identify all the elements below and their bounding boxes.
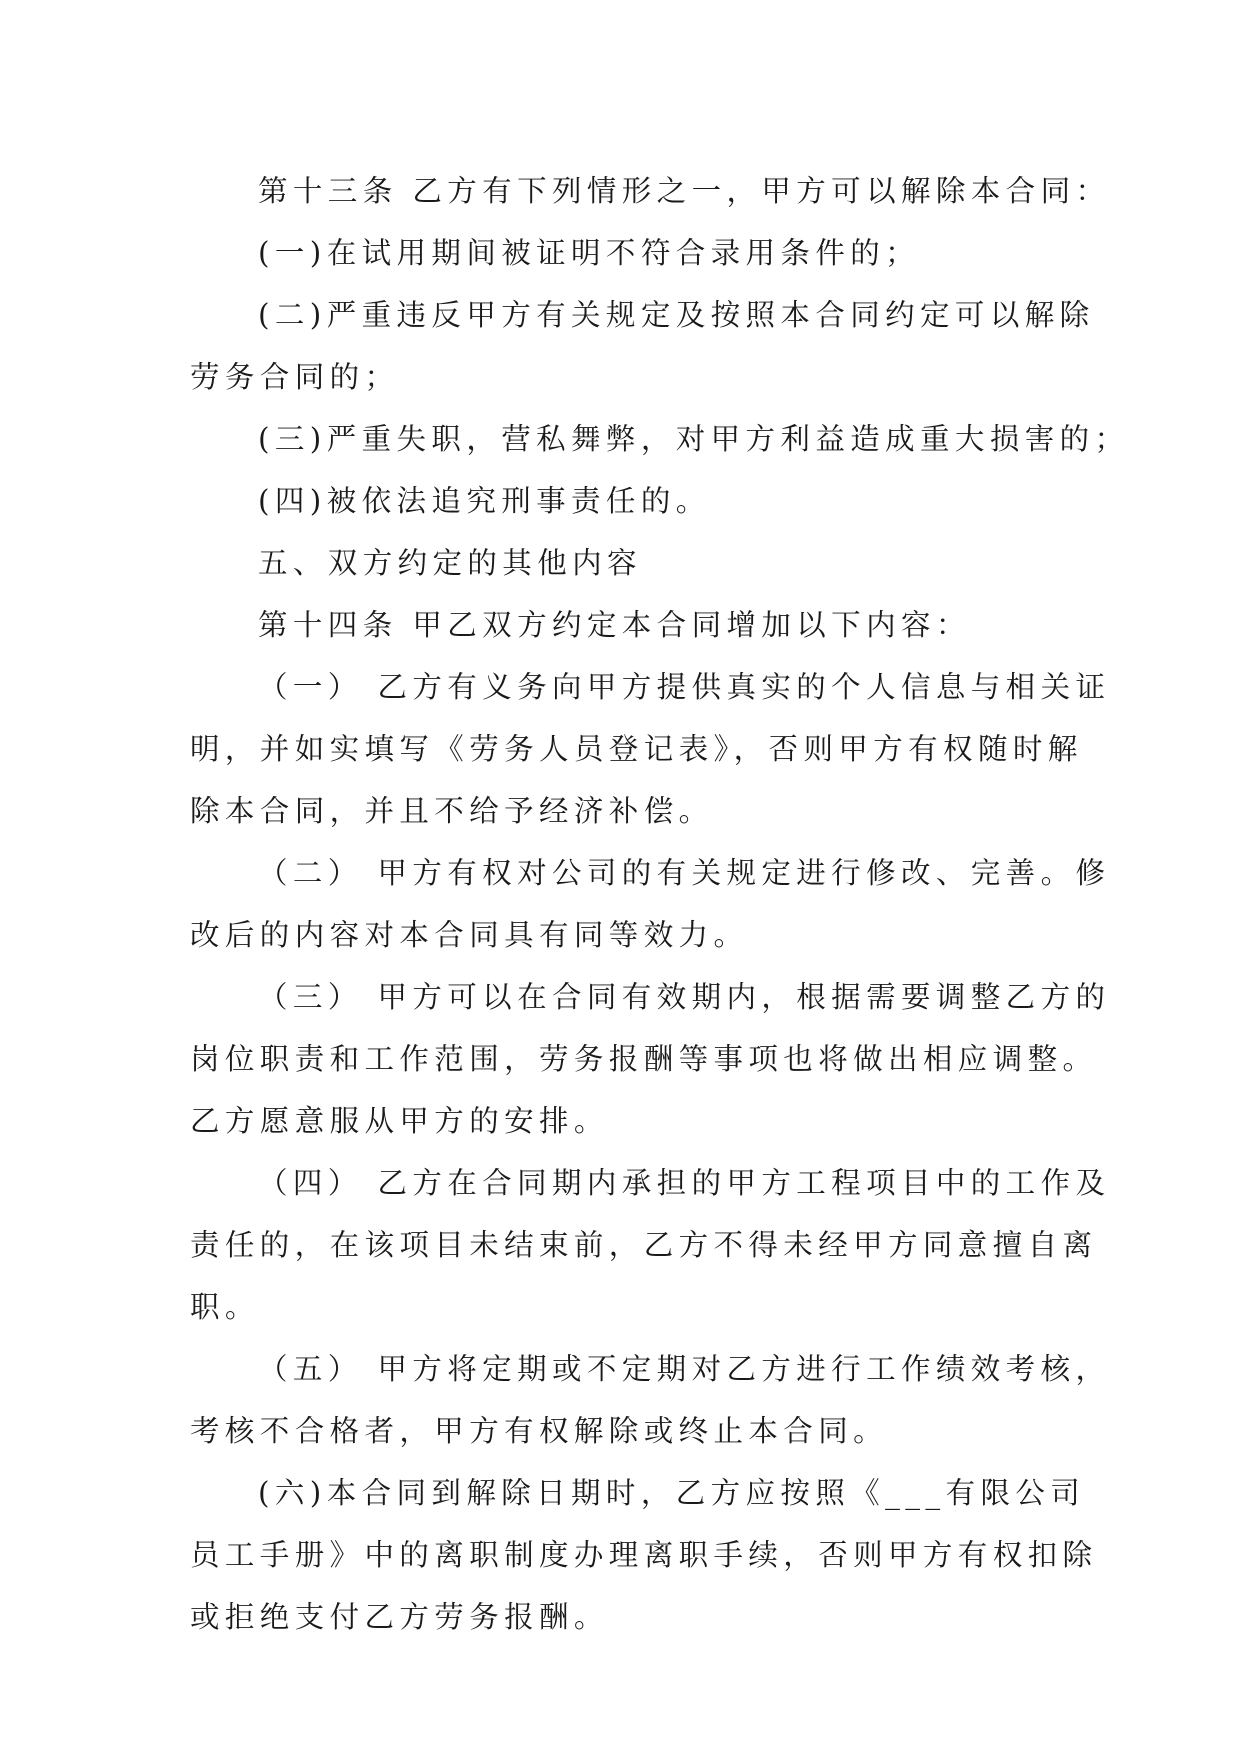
paragraph-article-14 xyxy=(190,594,1060,656)
paragraph-item-5 xyxy=(190,1338,1111,1462)
text-line: （三） 甲方可以在合同有效期内，根据需要调整乙方的 xyxy=(258,980,1111,1014)
text-line: （二） 甲方有权对公司的有关规定进行修改、完善。修 xyxy=(258,856,1111,890)
paragraph-item-1 xyxy=(190,656,1111,842)
text-line: 劳务合同的； xyxy=(190,360,400,394)
document-body xyxy=(190,160,1130,1648)
section-heading-5 xyxy=(190,532,1060,594)
text-line: 明，并如实填写《劳务人员登记表》，否则甲方有权随时解 xyxy=(190,732,1083,766)
paragraph-item-4 xyxy=(190,1152,1111,1338)
paragraph-item-3 xyxy=(190,966,1111,1152)
paragraph-clause-4 xyxy=(190,470,1060,532)
paragraph-article-13 xyxy=(190,160,1111,222)
paragraph-clause-3 xyxy=(190,408,1130,470)
text-line: (二)严重违反甲方有关规定及按照本合同约定可以解除 xyxy=(258,298,1095,332)
text-line: 五、双方约定的其他内容 xyxy=(258,546,642,580)
text-line: 乙方愿意服从甲方的安排。 xyxy=(190,1104,609,1138)
text-line: 考核不合格者，甲方有权解除或终止本合同。 xyxy=(190,1414,889,1448)
text-line: 或拒绝支付乙方劳务报酬。 xyxy=(190,1600,609,1634)
text-line: 员工手册》中的离职制度办理离职手续，否则甲方有权扣除 xyxy=(190,1538,1098,1572)
text-line: (四)被依法追究刑事责任的。 xyxy=(258,484,711,518)
paragraph-clause-2 xyxy=(190,284,1095,408)
text-line: 除本合同，并且不给予经济补偿。 xyxy=(190,794,714,828)
paragraph-item-2 xyxy=(190,842,1111,966)
text-line: （四） 乙方在合同期内承担的甲方工程项目中的工作及 xyxy=(258,1166,1111,1200)
text-line: （五） 甲方将定期或不定期对乙方进行工作绩效考核， xyxy=(258,1352,1111,1386)
text-line: (一)在试用期间被证明不符合录用条件的； xyxy=(258,236,921,270)
text-line: 改后的内容对本合同具有同等效力。 xyxy=(190,918,749,952)
text-line: 第十四条 甲乙双方约定本合同增加以下内容： xyxy=(258,608,971,642)
text-line: (六)本合同到解除日期时，乙方应按照《___有限公司 xyxy=(258,1476,1086,1510)
text-line: （一） 乙方有义务向甲方提供真实的个人信息与相关证 xyxy=(258,670,1111,704)
text-line: 岗位职责和工作范围，劳务报酬等事项也将做出相应调整。 xyxy=(190,1042,1098,1076)
paragraph-item-6 xyxy=(190,1462,1098,1648)
paragraph-clause-1 xyxy=(190,222,1060,284)
text-line: 第十三条 乙方有下列情形之一，甲方可以解除本合同： xyxy=(258,174,1111,208)
text-line: (三)严重失职，营私舞弊，对甲方利益造成重大损害的； xyxy=(258,422,1130,456)
text-line: 责任的，在该项目未结束前，乙方不得未经甲方同意擅自离 xyxy=(190,1228,1098,1262)
text-line: 职。 xyxy=(190,1290,260,1324)
